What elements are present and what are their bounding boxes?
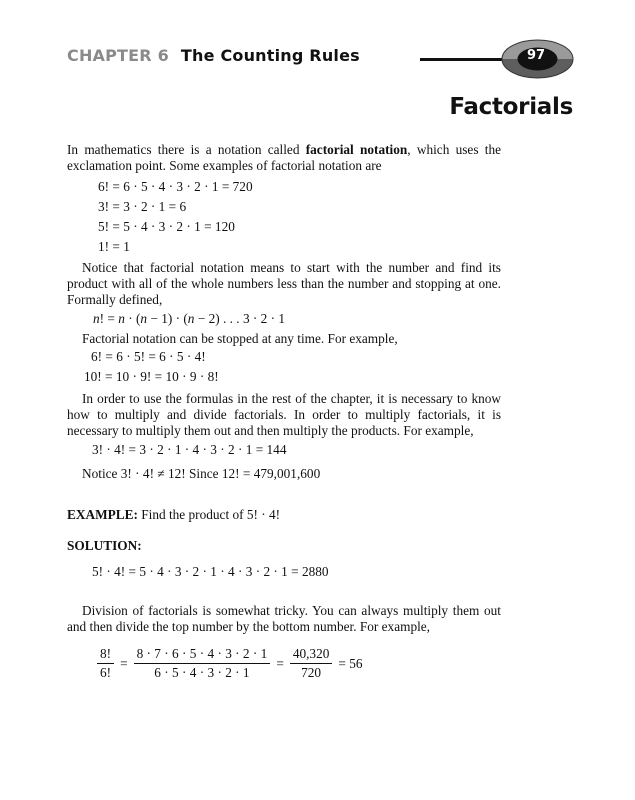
notice-paragraph: Notice that factorial notation means to start with the number and find its product with all of the whole numbers less than the number and stopping at one. Formally defined, xyxy=(67,260,501,307)
example-equation: 6! = 6 · 5 · 4 · 3 · 2 · 1 = 720 xyxy=(98,179,253,194)
section-title: Factorials xyxy=(449,94,573,120)
stopped-examples xyxy=(84,347,501,387)
division-result: = 56 xyxy=(338,655,363,671)
example-statement: EXAMPLE: Find the product of 5! · 4! xyxy=(67,507,281,522)
chapter-title: The Counting Rules xyxy=(180,46,360,65)
examples-block xyxy=(98,177,501,257)
example-label: EXAMPLE: xyxy=(67,507,138,522)
page-header xyxy=(0,0,635,90)
example-equation: 1! = 1 xyxy=(98,239,130,254)
fraction: $\frac{8!}{6!}$ xyxy=(97,645,114,682)
stopped-equation: 6! = 6 · 5! = 6 · 5 · 4! xyxy=(91,349,206,364)
stopped-equation: 10! = 10 · 9! = 10 · 9 · 8! xyxy=(84,369,219,384)
page-body xyxy=(67,142,501,682)
fraction: $\frac{8 \cdot 7 \cdot 6 \cdot 5 \cdot 4 \cdot 3 \cdot 2 \cdot 1}{6 \cdot 5 \cdot 4 \cdot 3 \cdot 2 \cdot 1}$ xyxy=(134,645,271,682)
example-equation: 5! = 5 · 4 · 3 · 2 · 1 = 120 xyxy=(98,219,235,234)
page-number: 97 xyxy=(526,48,546,63)
multiply-paragraph: In order to use the formulas in the rest of the chapter, it is necessary to know how to multiply and divide factorials. In order to multiply factorials, it is necessary to multiply them out and then multiply the products. For example, xyxy=(67,391,501,438)
division-equation: $\frac{8!}{6!}$ = $\frac{8 \cdot 7 \cdot 6 \cdot 5 \cdot 4 \cdot 3 \cdot 2 \cdot 1}{6 \cdot 5 \cdot 4 \cdot 3 \cdot 2 \cdot 1}$ = $\frac{40,320}{720}$ = 56 xyxy=(94,645,501,682)
fraction: $\frac{40,320}{720}$ xyxy=(290,645,333,682)
example-equation: 3! = 3 · 2 · 1 = 6 xyxy=(98,199,187,214)
multiply-equation: 3! · 4! = 3 · 2 · 1 · 4 · 3 · 2 · 1 = 144 xyxy=(92,442,287,457)
intro-paragraph: In mathematics there is a notation called factorial notation, which uses the exclamation point. Some examples of factorial notation are xyxy=(67,142,502,173)
bold-term: factorial notation xyxy=(305,142,408,157)
solution-equation: 5! · 4! = 5 · 4 · 3 · 2 · 1 · 4 · 3 · 2 · 1 = 2880 xyxy=(92,564,329,579)
solution-label: SOLUTION: xyxy=(67,538,142,553)
notice-line: Notice 3! · 4! ≠ 12! Since 12! = 479,001,600 xyxy=(82,466,321,481)
definition-equation: n! = n · (n − 1) · (n − 2) . . . 3 · 2 · 1 xyxy=(93,311,286,326)
stopped-paragraph: Factorial notation can be stopped at any time. For example, xyxy=(82,331,398,346)
division-paragraph: Division of factorials is somewhat tricky. You can always multiply them out and then divide the top number by the bottom number. For example, xyxy=(67,603,501,634)
chapter-label: CHAPTER 6 xyxy=(67,46,169,65)
running-head xyxy=(67,46,360,65)
